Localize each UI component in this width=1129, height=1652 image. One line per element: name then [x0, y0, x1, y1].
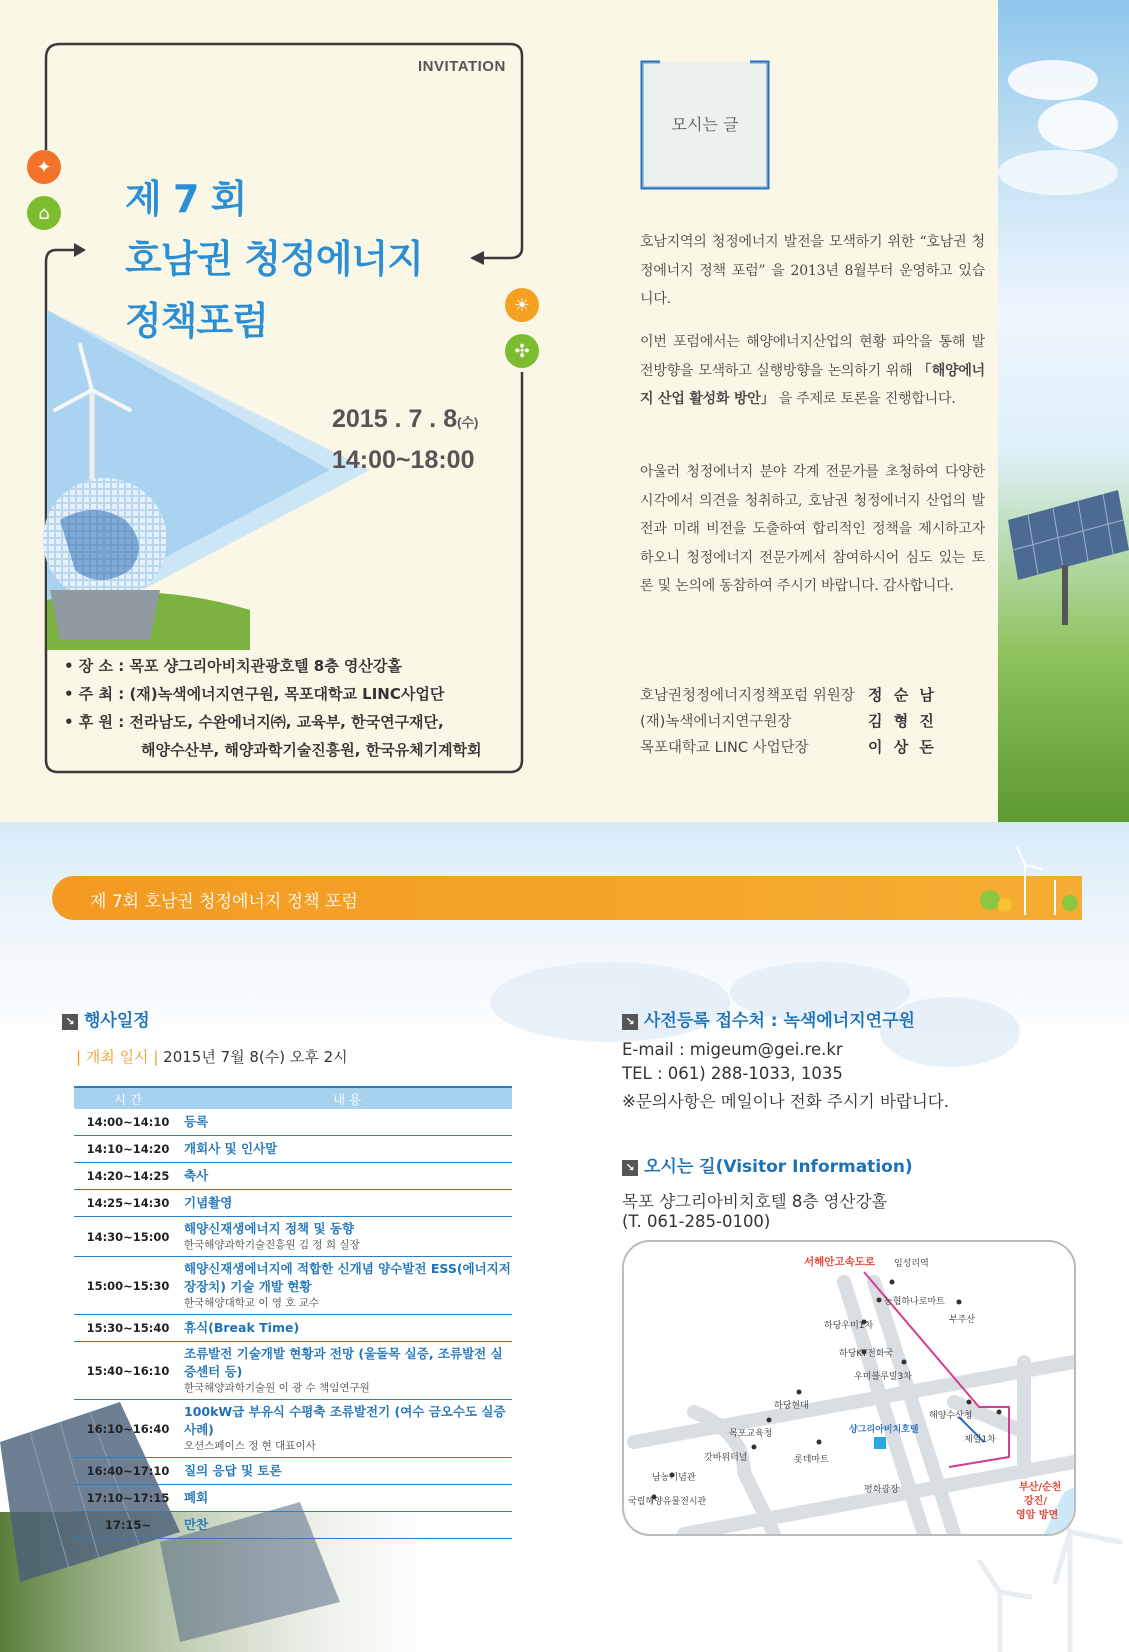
map-label: 남농기념관 [652, 1473, 696, 1483]
map-label: 영암 방면 [1016, 1510, 1059, 1521]
map-label: 평화광장 [864, 1485, 899, 1495]
map-label: 서해안고속도로 [804, 1256, 876, 1268]
schedule-heading: ↘ 행사일정 [62, 1006, 150, 1031]
registration-heading: ↘ 사전등록 접수처 : 녹색에너지연구원 [622, 1006, 915, 1031]
map-label: 갓바위터널 [704, 1453, 748, 1463]
wind-turbine-icon: ✣ [505, 334, 539, 368]
table-row: 17:10~17:15 폐회 [74, 1485, 512, 1512]
directions-heading: ↘ 오시는 길(Visitor Information) [622, 1152, 913, 1177]
event-time: 14:00~18:00 [332, 446, 475, 474]
registration-tel: TEL : 061) 288-1033, 1035 [622, 1064, 843, 1083]
directions-tel: (T. 061-285-0100) [622, 1212, 771, 1231]
map-label: 하당현대 [774, 1401, 809, 1411]
map-label: 목포교육청 [729, 1429, 773, 1439]
table-row: 17:15~ 만찬 [74, 1512, 512, 1539]
table-row: 16:10~16:40 100kW급 부유식 수평축 조류발전기 (여수 금오수도 실증사례) 오션스페이스 정 현 대표이사 [74, 1400, 512, 1458]
map-label-hotel: 샹그리아비치호텔 [849, 1425, 919, 1435]
letter-para-1: 호남지역의 청정에너지 발전을 모색하기 위한 “호남권 청정에너지 정책 포럼” 을 2013년 8월부터 운영하고 있습니다. [640, 234, 985, 307]
map-label: 부주산 [949, 1315, 976, 1325]
solar-panels-image [998, 480, 1129, 650]
table-row: 14:10~14:20 개회사 및 인사말 [74, 1136, 512, 1163]
event-subtitle: 정책포럼 [125, 299, 268, 343]
house-icon: ⌂ [27, 196, 61, 230]
table-row: 15:00~15:30 해양신재생에너지에 적합한 신개념 양수발전 ESS(에너지저장장치) 기술 개발 현황 한국해양대학교 이 영 호 교수 [74, 1257, 512, 1315]
signer-role: 호남권청정에너지정책포럼 위원장 [640, 688, 855, 704]
table-row: 14:20~14:25 축사 [74, 1163, 512, 1190]
schedule-table [74, 1086, 512, 1539]
map-label: 하당KT전화국 [839, 1349, 894, 1359]
table-row: 14:30~15:00 해양신재생에너지 정책 및 동향 한국해양과학기술진흥원 김 정 희 실장 [74, 1217, 512, 1257]
table-row: 14:00~14:10 등록 [74, 1109, 512, 1136]
signer-role: 목포대학교 LINC 사업단장 [640, 740, 809, 756]
info-venue: • 장 소 : 목포 샹그리아비치관광호텔 8층 영산강홀 [64, 657, 402, 675]
map-roads [624, 1242, 1074, 1534]
arrow-icon: ↘ [62, 1014, 78, 1030]
location-map[interactable] [622, 1240, 1076, 1536]
info-sponsor-cont: 해양수산부, 해양과학기술진흥원, 한국유체기계학회 [141, 741, 482, 759]
col-content-header: 내 용 [182, 1087, 512, 1109]
info-host: • 주 최 : (재)녹색에너지연구원, 목포대학교 LINC사업단 [64, 685, 445, 703]
map-label: 해양수산청 [929, 1411, 973, 1421]
map-label: 부산/순천 [1019, 1482, 1062, 1493]
event-main-title: 호남권 청정에너지 [125, 237, 423, 281]
schedule-date: | 개최 일시 | 2015년 7월 8(수) 오후 2시 [76, 1048, 348, 1066]
registration-email: E-mail : migeum@gei.re.kr [622, 1040, 843, 1059]
letter-para-2: 이번 포럼에서는 해양에너지산업의 현황 파악을 통해 발전방향을 모색하고 실행방향을 논의하기 위해 「해양에너지 산업 활성화 방안」 을 주제로 토론을 진행합니다. [640, 334, 985, 407]
event-number-title: 제 7 회 [125, 177, 247, 221]
map-label: 우미블루빌3차 [854, 1372, 912, 1382]
registration-note: ※문의사항은 메일이나 전화 주시기 바랍니다. [622, 1092, 949, 1111]
arrow-icon: ↘ [622, 1014, 638, 1030]
info-sponsor: • 후 원 : 전라남도, 수완에너지㈜, 교육부, 한국연구재단, [64, 713, 444, 731]
signer-name: 정 순 남 [868, 686, 937, 704]
table-row: 15:40~16:10 조류발전 기술개발 현황과 전망 (울돌목 실증, 조류발전 실증센터 등) 한국해양과학기술원 이 광 수 책임연구원 [74, 1342, 512, 1400]
letter-label: 모시는 글 [671, 115, 739, 134]
table-row: 15:30~15:40 휴식(Break Time) [74, 1315, 512, 1342]
satellite-icon: ✦ [27, 150, 61, 184]
map-label: 하당우미1차 [824, 1321, 874, 1331]
map-label: 농협하나로마트 [884, 1297, 945, 1307]
table-row: 16:40~17:10 질의 응답 및 토론 [74, 1458, 512, 1485]
solar-panel-photo [998, 0, 1129, 822]
table-row: 14:25~14:30 기념촬영 [74, 1190, 512, 1217]
map-label: 강진/ [1024, 1496, 1047, 1507]
invitation-page [0, 0, 1129, 822]
lightbulb-icon: ☀ [505, 288, 539, 322]
map-label: 국립해양유물전시관 [628, 1497, 707, 1507]
event-date: 2015 . 7 . 8(수) [332, 405, 479, 433]
arrow-icon: ↘ [622, 1160, 638, 1176]
letter-para-3: 아울러 청정에너지 분야 각계 전문가를 초청하여 다양한 시각에서 의견을 청취하고, 호남권 청정에너지 산업의 발전과 미래 비전을 도출하여 합리적인 정책을 제시하고자 하오니 청정에너지 전문가께서 참여하시어 심도 있는 토론 및 논의에 동참하여 주시기 바랍니다. 감사합니다. [640, 464, 985, 594]
banner-turbine-decoration [975, 845, 1080, 920]
invitation-badge: INVITATION [418, 58, 506, 75]
map-label: 롯데마트 [794, 1455, 829, 1465]
signer-role: (재)녹색에너지연구원장 [640, 714, 792, 730]
directions-place: 목포 샹그리아비치호텔 8층 영산강홀 [622, 1192, 888, 1211]
forum-banner-title: 제 7회 호남권 청정에너지 정책 포럼 [90, 892, 358, 912]
col-time-header: 시 간 [74, 1087, 182, 1109]
map-label: 임성리역 [894, 1259, 929, 1269]
signer-name: 이 상 돈 [868, 738, 937, 756]
signer-name: 김 형 진 [868, 712, 937, 730]
map-label: 제일1차 [964, 1435, 996, 1445]
